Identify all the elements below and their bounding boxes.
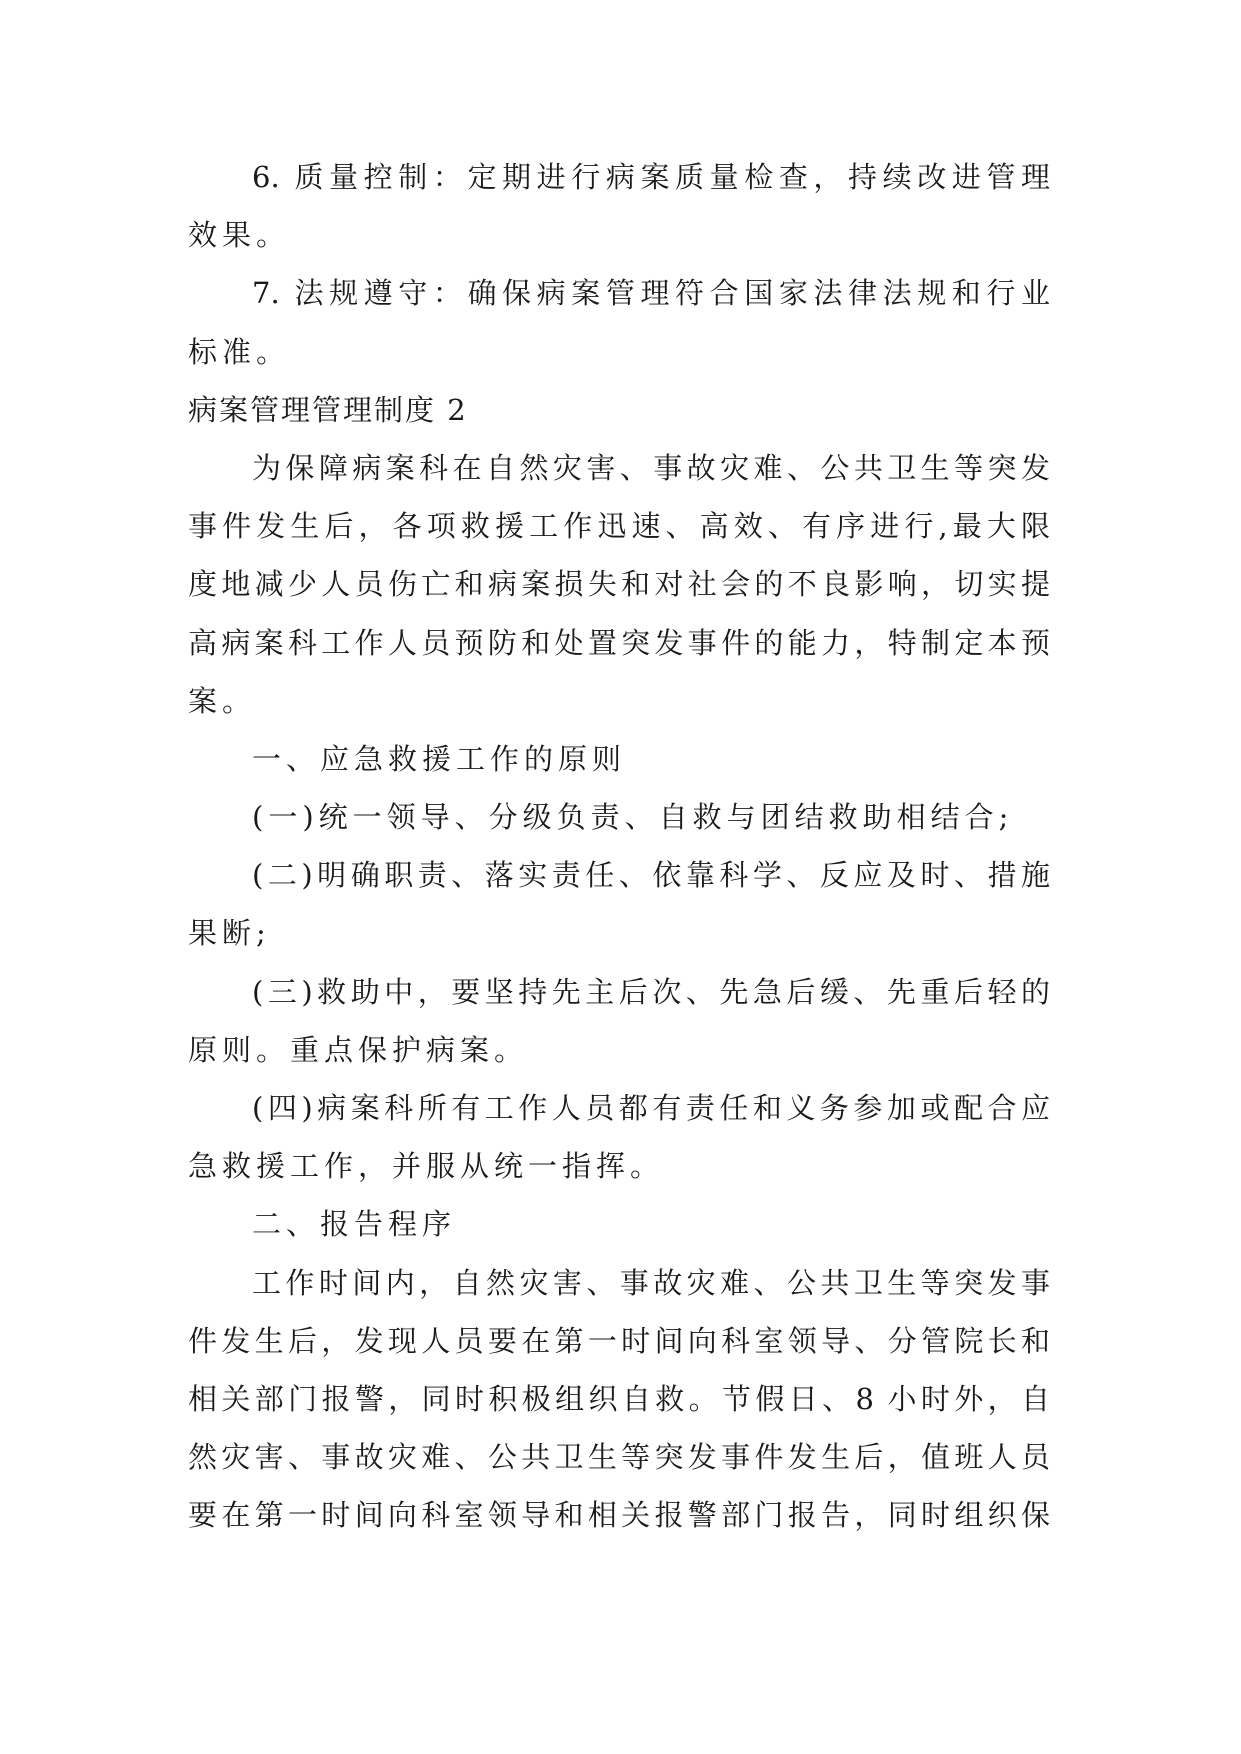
text-line: 高病案科工作人员预防和处置突发事件的能力，特制定本预	[188, 625, 1050, 660]
text-line: 6. 质量控制：定期进行病案质量检查，持续改进管理	[252, 160, 1050, 194]
text-line: (一)统一领导、分级负责、自救与团结救助相结合;	[252, 800, 1014, 835]
document-body	[188, 158, 1050, 1555]
text-line: (四)病案科所有工作人员都有责任和义务参加或配合应	[252, 1091, 1050, 1125]
section-heading: 病案管理管理制度 2	[188, 392, 468, 427]
text-line: 案。	[188, 683, 257, 718]
text-line: 度地减少人员伤亡和病案损失和对社会的不良影响，切实提	[188, 567, 1050, 602]
text-line: 原则。重点保护病案。	[188, 1032, 529, 1067]
text-line: 二、报告程序	[252, 1207, 457, 1242]
text-line: 为保障病案科在自然灾害、事故灾难、公共卫生等突发	[252, 450, 1050, 485]
text-line: (二)明确职责、落实责任、依靠科学、反应及时、措施	[252, 858, 1050, 893]
text-line: 工作时间内，自然灾害、事故灾难、公共卫生等突发事	[252, 1265, 1050, 1300]
text-line: (三)救助中，要坚持先主后次、先急后缓、先重后轻的	[252, 974, 1050, 1009]
text-line: 件发生后，发现人员要在第一时间向科室领导、分管院长和	[188, 1323, 1050, 1358]
text-line: 事件发生后，各项救援工作迅速、高效、有序进行,最大限	[188, 509, 1050, 544]
text-line: 果断;	[188, 916, 271, 951]
text-line: 一、应急救援工作的原则	[252, 741, 627, 776]
text-line: 标准。	[188, 334, 291, 369]
text-line: 效果。	[188, 218, 291, 253]
text-line: 7. 法规遵守：确保病案管理符合国家法律法规和行业	[252, 276, 1050, 311]
text-line: 要在第一时间向科室领导和相关报警部门报告，同时组织保	[188, 1498, 1050, 1533]
text-line: 然灾害、事故灾难、公共卫生等突发事件发生后，值班人员	[188, 1440, 1050, 1475]
text-line: 急救援工作，并服从统一指挥。	[188, 1149, 665, 1184]
text-line: 相关部门报警，同时积极组织自救。节假日、8 小时外，自	[188, 1381, 1050, 1416]
